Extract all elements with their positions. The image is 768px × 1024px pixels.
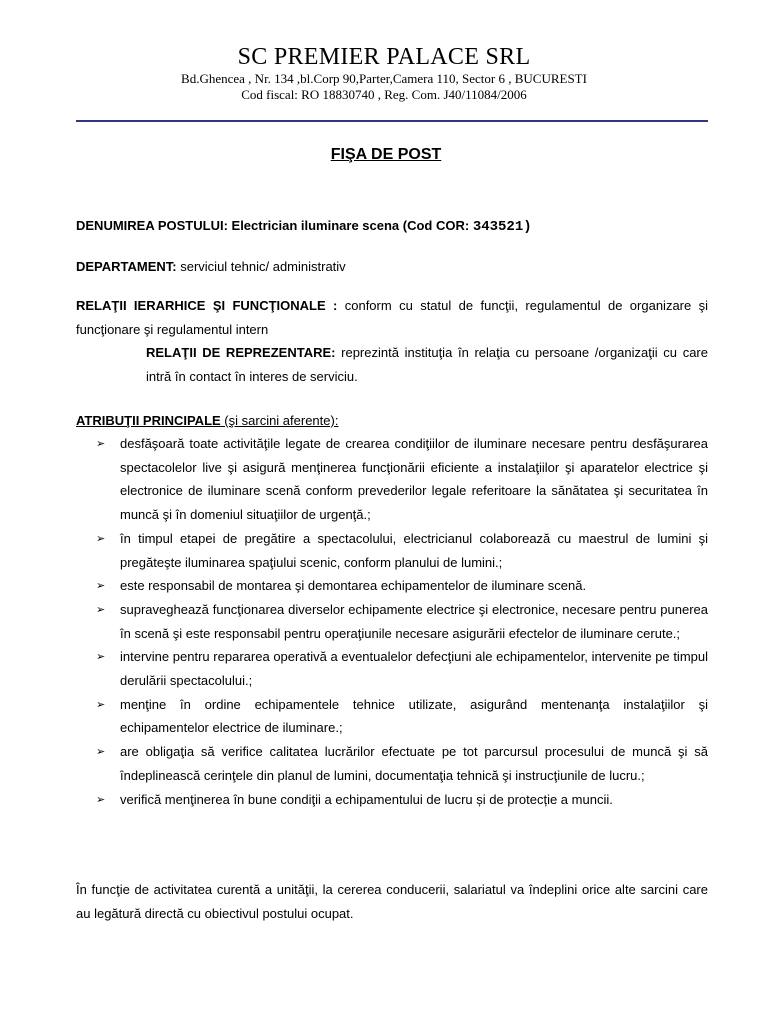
duty-text: are obligaţia să verifice calitatea lucrărilor efectuate pe tot parcursul procesului de muncă şi să îndeplinească cerinţele din planul de lumini, documentaţia tehnică şi instrucţiunile de lucru.;	[120, 744, 708, 783]
header-divider	[76, 120, 708, 122]
list-item	[76, 574, 708, 598]
representation-relations-label: RELAŢII DE REPREZENTARE:	[146, 345, 336, 360]
hierarchical-relations-value: conform cu statul de funcţii, regulamentul de organizare şi funcţionare şi regulamentul intern	[76, 298, 709, 337]
closing-paragraph: În funcţie de activitatea curentă a unităţii, la cererea conducerii, salariatul va îndeplini orice alte sarcini care au legătură directă cu obiectivul postului ocupat.	[76, 882, 708, 921]
duty-text: în timpul etapei de pregătire a spectacolului, electricianul colaborează cu maestrul de lumini şi pregăteşte iluminarea spaţiului scenic, conform planului de lumini.;	[120, 530, 708, 570]
hierarchical-relations-label: RELAŢII IERARHICE ŞI FUNCŢIONALE :	[76, 298, 338, 313]
job-cor-code: 343521)	[472, 219, 532, 235]
job-title-line	[76, 214, 708, 240]
arrow-bullet-icon: ➢	[96, 437, 106, 450]
list-item	[76, 693, 708, 740]
list-item	[76, 432, 708, 527]
arrow-bullet-icon: ➢	[96, 531, 106, 545]
arrow-bullet-icon: ➢	[96, 792, 106, 806]
company-fiscal-code: Cod fiscal: RO 18830740 , Reg. Com. J40/11084/2006	[241, 87, 527, 102]
duties-heading	[76, 409, 708, 433]
duties-heading-note: (şi sarcini aferente):	[220, 413, 339, 428]
list-item	[76, 645, 708, 692]
arrow-bullet-icon: ➢	[96, 650, 106, 664]
list-item	[76, 740, 708, 787]
representation-relations	[146, 341, 708, 388]
arrow-bullet-icon: ➢	[96, 579, 106, 593]
arrow-bullet-icon: ➢	[96, 602, 106, 616]
duty-text: desfăşoară toate activităţile legate de crearea condiţiilor de iluminare necesare pentru desfăşurarea spectacolelor live şi asigură menţinerea funcţionării eficiente a instalaţiilor şi aparatelor electrice şi electronice de iluminare scenă conform prevederilor legale referitoare la sănătatea şi securitatea în muncă şi în domeniul situaţiilor de urgenţă.;	[120, 436, 708, 523]
duty-text: supraveghează funcţionarea diverselor echipamente electrice şi electronice, necesare pentru punerea în scenă şi este responsabil pentru operaţiunile necesare asigurării efectelor de iluminare cerute.;	[120, 601, 708, 641]
arrow-bullet-icon: ➢	[96, 697, 106, 711]
representation-relations-value: reprezintă instituţia în relaţia cu persoane /organizaţii cu care intră în contact în interes de serviciu.	[146, 345, 708, 384]
duty-text: menţine în ordine echipamentele tehnice utilizate, asigurând mentenanţa instalaţiilor şi echipamentelor electrice de iluminare.;	[120, 696, 708, 736]
document-title-text: FIŞA DE POST	[330, 146, 442, 163]
job-title-label: DENUMIREA POSTULUI:	[76, 218, 228, 233]
duties-list	[76, 432, 708, 811]
list-item	[76, 788, 708, 812]
department-value: serviciul tehnic/ administrativ	[176, 259, 346, 274]
job-title-value: Electrician iluminare scena (Cod COR:	[227, 218, 473, 233]
hierarchical-relations	[76, 294, 708, 341]
department-label: DEPARTAMENT:	[76, 259, 177, 274]
duty-text: intervine pentru repararea operativă a eventualelor defecţiuni ale echipamentelor, intervenite pe timpul derulării spectacolului.;	[120, 649, 708, 689]
duty-text: verifică menţinerea în bune condiţii a echipamentului de lucru și de protecție a muncii.	[120, 791, 613, 807]
arrow-bullet-icon: ➢	[96, 745, 106, 759]
list-item	[76, 527, 708, 574]
list-item	[76, 598, 708, 645]
duty-text: este responsabil de montarea şi demontarea echipamentelor de iluminare scenă.	[120, 578, 587, 594]
company-name: SC PREMIER PALACE SRL	[237, 44, 531, 70]
department-line	[76, 255, 708, 279]
document-title	[0, 145, 768, 165]
duties-heading-title: ATRIBUŢII PRINCIPALE	[76, 413, 221, 428]
company-address: Bd.Ghencea , Nr. 134 ,bl.Corp 90,Parter,Camera 110, Sector 6 , BUCURESTI	[181, 71, 587, 86]
